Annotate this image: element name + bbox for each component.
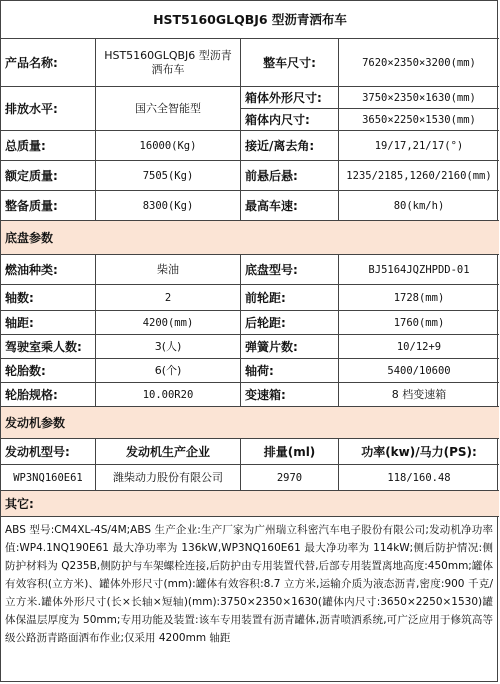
total-mass-label: 总质量: [1, 131, 96, 160]
tank-outer-value: 3750×2350×1630(mm) [362, 91, 476, 104]
spec-row-tire-spec [1, 383, 499, 407]
tires-value: 6(个) [96, 359, 241, 382]
page-title: HST5160GLQBJ6 型沥青洒布车 [153, 11, 347, 27]
curb-mass-value: 8300(Kg) [96, 191, 241, 220]
title-row [1, 1, 499, 39]
engine-maker-header: 发动机生产企业 [96, 439, 241, 464]
cab-seats-label: 驾驶室乘人数: [1, 335, 96, 358]
spec-row-fuel [1, 255, 499, 285]
approach-angle-value: 19/17,21/17(°) [374, 139, 464, 152]
vehicle-size-label: 整车尺寸: [241, 39, 339, 86]
front-track-label: 前轮距: [241, 285, 339, 310]
engine-power-value: 118/160.48 [387, 471, 451, 484]
wheelbase-value: 4200(mm) [96, 311, 241, 334]
other-section-label: 其它: [5, 496, 34, 511]
rated-mass-value: 7505(Kg) [96, 161, 241, 190]
fuel-value: 柴油 [96, 255, 241, 284]
springs-value: 10/12+9 [396, 340, 442, 353]
tank-inner-value: 3650×2250×1530(mm) [362, 113, 476, 126]
engine-maker-value: 潍柴动力股份有限公司 [96, 465, 241, 490]
tire-spec-label: 轮胎规格: [1, 383, 96, 406]
tank-inner-label: 箱体内尺寸: [241, 109, 339, 130]
other-section-header [1, 491, 499, 517]
vehicle-size-value: 7620×2350×3200(mm) [362, 56, 476, 69]
cab-seats-value: 3(人) [96, 335, 241, 358]
overhang-value: 1235/2185,1260/2160(mm) [346, 169, 492, 182]
rear-track-label: 后轮距: [241, 311, 339, 334]
gearbox-value: 8 档变速箱 [391, 387, 447, 401]
chassis-model-value: BJ5164JQZHPDD-01 [368, 263, 470, 276]
engine-model-value: WP3NQ160E61 [1, 465, 96, 490]
spec-row-curb-mass [1, 191, 499, 221]
spec-row-tank-outer [241, 87, 499, 109]
spec-row-tires [1, 359, 499, 383]
front-track-value: 1728(mm) [393, 291, 445, 304]
gearbox-label: 变速箱: [241, 383, 339, 406]
engine-power-header: 功率(kw)/马力(PS): [361, 444, 477, 459]
rear-track-value: 1760(mm) [393, 316, 445, 329]
spec-row-cab [1, 335, 499, 359]
axles-label: 轴数: [1, 285, 96, 310]
spec-row-axles [1, 285, 499, 311]
spec-row-product [1, 39, 499, 87]
spec-row-rated-mass [1, 161, 499, 191]
engine-section-header [1, 407, 499, 439]
axle-load-value: 5400/10600 [387, 364, 451, 377]
curb-mass-label: 整备质量: [1, 191, 96, 220]
approach-angle-label: 接近/离去角: [241, 131, 339, 160]
engine-model-header: 发动机型号: [1, 439, 96, 464]
engine-data-row [1, 465, 499, 491]
spec-row-total-mass [1, 131, 499, 161]
axle-load-label: 轴荷: [241, 359, 339, 382]
total-mass-value: 16000(Kg) [96, 131, 241, 160]
tires-label: 轮胎数: [1, 359, 96, 382]
fuel-label: 燃油种类: [1, 255, 96, 284]
wheelbase-label: 轴距: [1, 311, 96, 334]
chassis-section-label: 底盘参数 [5, 230, 54, 245]
spec-row-wheelbase [1, 311, 499, 335]
engine-header-row [1, 439, 499, 465]
engine-displacement-header: 排量(ml) [241, 439, 339, 464]
tank-outer-label: 箱体外形尺寸: [241, 87, 339, 108]
max-speed-value: 80(km/h) [393, 199, 445, 212]
emission-value: 国六全智能型 [96, 87, 241, 131]
product-name-value: HST5160GLQBJ6 型沥青洒布车 [96, 39, 241, 86]
max-speed-label: 最高车速: [241, 191, 339, 220]
engine-displacement-value: 2970 [241, 465, 339, 490]
engine-section-label: 发动机参数 [5, 415, 66, 430]
chassis-model-label: 底盘型号: [241, 255, 339, 284]
tire-spec-value: 10.00R20 [96, 383, 241, 406]
rated-mass-label: 额定质量: [1, 161, 96, 190]
overhang-label: 前悬后悬: [241, 161, 339, 190]
axles-value: 2 [96, 285, 241, 310]
other-notes: ABS 型号:CM4XL-4S/4M;ABS 生产企业:生产厂家为广州瑞立科密汽车电子股份有限公司;发动机净功率值:WP4.1NQ190E61 最大净功率为 136kW,WP3NQ160E61 最大净功率为 114kW;侧后防护情况:侧防护材料为 Q235B,侧防护与车架螺栓连接,后防护由专用装置代替,后部专用装置离地高度:450mm;罐体有效容积(立方米)、罐体外形尺寸(mm):罐体有效容积:8.7 立方米,运输介质为液态沥青,密度:900 千克/立方米.罐体外形尺寸(长×长轴×短轴)(mm):3750×2350×1630(罐体内尺寸:3650×2250×1530)罐体保温层厚度为 50mm;专用功能及装置:该车专用装置有沥青罐体,沥青喷洒系统,可广泛应用于修筑高等级公路沥青路面洒布作业;仅采用 4200mm 轴距 [5, 524, 493, 644]
chassis-section-header [1, 221, 499, 255]
emission-label: 排放水平: [1, 87, 96, 131]
spec-row-tank-inner [241, 109, 499, 131]
product-name-label: 产品名称: [1, 39, 96, 86]
springs-label: 弹簧片数: [241, 335, 339, 358]
